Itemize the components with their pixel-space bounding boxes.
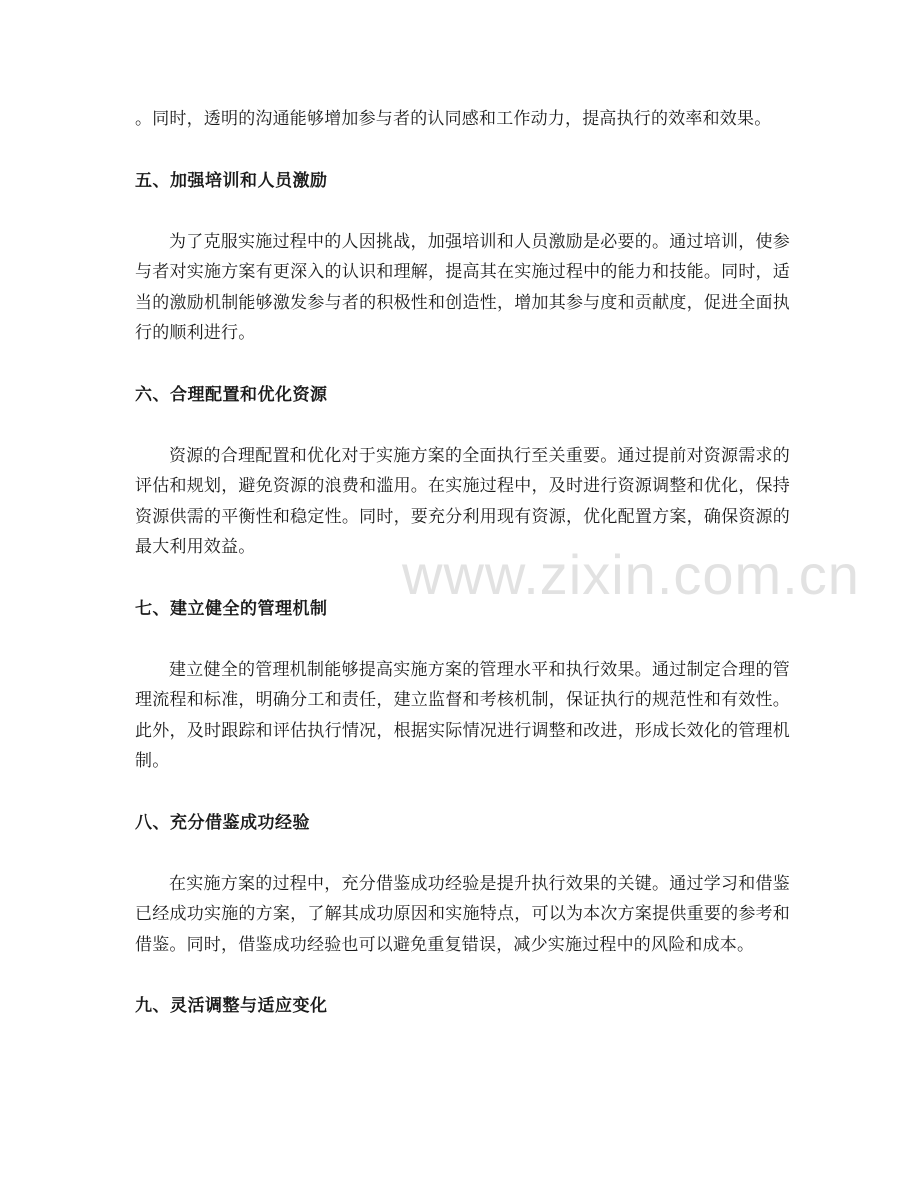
intro-paragraph: 。同时，透明的沟通能够增加参与者的认同感和工作动力，提高执行的效率和效果。 — [135, 109, 772, 129]
section-heading-9: 九、灵活调整与适应变化 — [135, 996, 328, 1016]
section-body-7: 建立健全的管理机制能够提高实施方案的管理水平和执行效果。通过制定合理的管理流程和标准，明确分工和责任，建立监督和考核机制，保证执行的规范性和有效性。此外，及时跟踪和评估执行情况，根据实际情况进行调整和改进，形成长效化的管理机制。 — [135, 659, 790, 771]
watermark: www.zixin.com.cn — [402, 543, 860, 606]
section-body-8: 在实施方案的过程中，充分借鉴成功经验是提升执行效果的关键。通过学习和借鉴已经成功实施的方案，了解其成功原因和实施特点，可以为本次方案提供重要的参考和借鉴。同时，借鉴成功经验也可以避免重复错误，减少实施过程中的风险和成本。 — [135, 873, 790, 955]
section-heading-6: 六、合理配置和优化资源 — [135, 384, 328, 405]
section-heading-7: 七、建立健全的管理机制 — [135, 598, 328, 619]
section-heading-8: 八、充分借鉴成功经验 — [135, 812, 310, 833]
section-heading-5: 五、加强培训和人员激励 — [135, 170, 328, 191]
document-body — [135, 104, 790, 1021]
section-body-6: 资源的合理配置和优化对于实施方案的全面执行至关重要。通过提前对资源需求的评估和规划，避免资源的浪费和滥用。在实施过程中，及时进行资源调整和优化，保持资源供需的平衡性和稳定性。同时，要充分利用现有资源，优化配置方案，确保资源的最大利用效益。 — [135, 445, 790, 557]
section-body-5: 为了克服实施过程中的人因挑战，加强培训和人员激励是必要的。通过培训，使参与者对实施方案有更深入的认识和理解，提高其在实施过程中的能力和技能。同时，适当的激励机制能够激发参与者的积极性和创造性，增加其参与度和贡献度，促进全面执行的顺利进行。 — [135, 231, 790, 343]
